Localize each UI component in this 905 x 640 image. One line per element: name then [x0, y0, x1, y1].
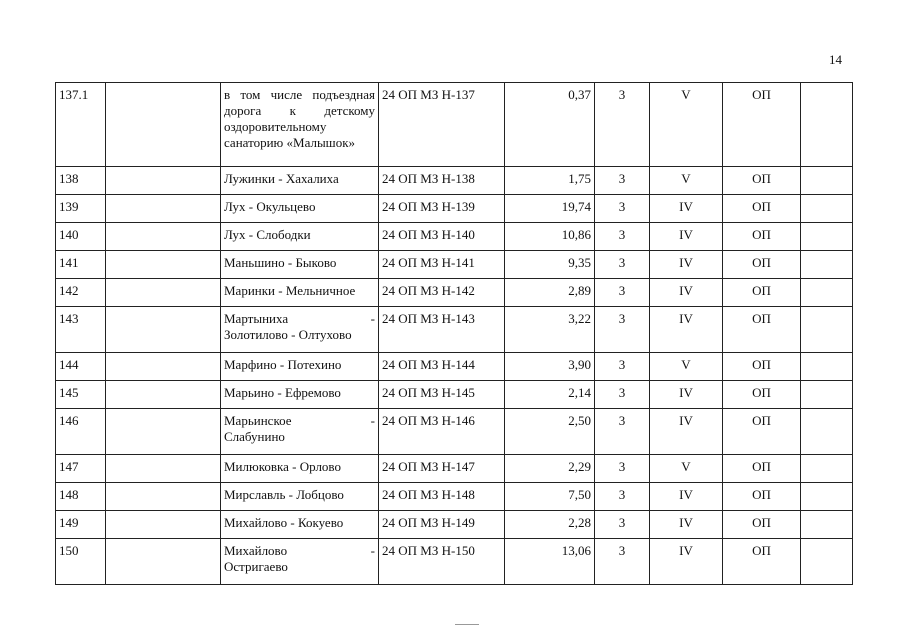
empty-cell	[801, 381, 853, 409]
road-name-line: оздоровительному	[224, 119, 327, 134]
road-code: 24 ОП МЗ Н-150	[379, 539, 505, 585]
road-class: V	[650, 455, 723, 483]
road-length: 13,06	[505, 539, 595, 585]
empty-cell	[106, 279, 221, 307]
table-row	[56, 539, 853, 585]
table-row	[56, 251, 853, 279]
road-importance: ОП	[723, 167, 801, 195]
road-code: 24 ОП МЗ Н-138	[379, 167, 505, 195]
empty-cell	[106, 381, 221, 409]
road-name	[221, 167, 379, 195]
road-class: IV	[650, 195, 723, 223]
road-importance: ОП	[723, 353, 801, 381]
road-importance: ОП	[723, 251, 801, 279]
road-length: 1,75	[505, 167, 595, 195]
row-number: 137.1	[56, 83, 106, 167]
road-name-line: Михайлово - Кокуево	[224, 515, 344, 530]
empty-cell	[801, 353, 853, 381]
road-length: 7,50	[505, 483, 595, 511]
empty-cell	[801, 483, 853, 511]
row-number: 147	[56, 455, 106, 483]
table-row	[56, 167, 853, 195]
row-number: 144	[56, 353, 106, 381]
road-length: 2,50	[505, 409, 595, 455]
row-number: 142	[56, 279, 106, 307]
empty-cell	[801, 455, 853, 483]
table-row	[56, 483, 853, 511]
road-importance: ОП	[723, 307, 801, 353]
road-name	[221, 307, 379, 353]
road-importance: ОП	[723, 455, 801, 483]
road-class: IV	[650, 483, 723, 511]
road-importance: ОП	[723, 539, 801, 585]
road-length: 0,37	[505, 83, 595, 167]
road-code: 24 ОП МЗ Н-140	[379, 223, 505, 251]
empty-cell	[106, 353, 221, 381]
empty-cell	[801, 223, 853, 251]
row-number: 146	[56, 409, 106, 455]
road-category: 3	[595, 455, 650, 483]
table-row	[56, 223, 853, 251]
road-name-line: Лужинки - Хахалиха	[224, 171, 339, 186]
road-category: 3	[595, 279, 650, 307]
road-importance: ОП	[723, 195, 801, 223]
road-code: 24 ОП МЗ Н-142	[379, 279, 505, 307]
road-name-line: Марьинское -	[224, 413, 375, 428]
road-category: 3	[595, 409, 650, 455]
empty-cell	[106, 511, 221, 539]
empty-cell	[106, 195, 221, 223]
empty-cell	[801, 409, 853, 455]
road-code: 24 ОП МЗ Н-144	[379, 353, 505, 381]
row-number: 150	[56, 539, 106, 585]
road-code: 24 ОП МЗ Н-145	[379, 381, 505, 409]
row-number: 148	[56, 483, 106, 511]
road-class: IV	[650, 511, 723, 539]
empty-cell	[106, 455, 221, 483]
road-class: IV	[650, 251, 723, 279]
road-category: 3	[595, 353, 650, 381]
road-name	[221, 353, 379, 381]
road-name-line: дорога к детскому	[224, 103, 375, 118]
row-number: 145	[56, 381, 106, 409]
table-row	[56, 279, 853, 307]
page-number: 14	[829, 52, 842, 67]
table-row	[56, 455, 853, 483]
road-code: 24 ОП МЗ Н-147	[379, 455, 505, 483]
empty-cell	[106, 251, 221, 279]
road-name-line: в том числе подъездная	[224, 87, 375, 102]
empty-cell	[106, 83, 221, 167]
road-class: V	[650, 83, 723, 167]
road-name-line: Маньшино - Быково	[224, 255, 337, 270]
road-class: IV	[650, 539, 723, 585]
road-name-line: Остригаево	[224, 559, 288, 574]
road-code: 24 ОП МЗ Н-143	[379, 307, 505, 353]
road-name-line: санаторию «Малышок»	[224, 135, 356, 150]
road-importance: ОП	[723, 83, 801, 167]
road-name-line: Марфино - Потехино	[224, 357, 342, 372]
table-row	[56, 353, 853, 381]
road-name-line: Золотилово - Олтухово	[224, 327, 352, 342]
road-category: 3	[595, 483, 650, 511]
footer-mark	[455, 624, 479, 627]
road-category: 3	[595, 381, 650, 409]
road-name	[221, 381, 379, 409]
road-name	[221, 511, 379, 539]
road-name	[221, 539, 379, 585]
road-code: 24 ОП МЗ Н-139	[379, 195, 505, 223]
empty-cell	[106, 539, 221, 585]
road-name-line: Лух - Слободки	[224, 227, 311, 242]
road-length: 3,90	[505, 353, 595, 381]
road-length: 2,29	[505, 455, 595, 483]
row-number: 143	[56, 307, 106, 353]
road-category: 3	[595, 195, 650, 223]
road-importance: ОП	[723, 381, 801, 409]
road-length: 10,86	[505, 223, 595, 251]
empty-cell	[801, 251, 853, 279]
road-category: 3	[595, 251, 650, 279]
road-name-line: Михайлово -	[224, 543, 375, 558]
empty-cell	[106, 483, 221, 511]
road-name	[221, 83, 379, 167]
table-row	[56, 409, 853, 455]
road-length: 2,28	[505, 511, 595, 539]
road-code: 24 ОП МЗ Н-141	[379, 251, 505, 279]
road-length: 2,89	[505, 279, 595, 307]
empty-cell	[106, 223, 221, 251]
empty-cell	[801, 307, 853, 353]
empty-cell	[801, 511, 853, 539]
road-name-line: Мирславль - Лобцово	[224, 487, 344, 502]
road-name	[221, 483, 379, 511]
row-number: 139	[56, 195, 106, 223]
road-importance: ОП	[723, 511, 801, 539]
road-code: 24 ОП МЗ Н-137	[379, 83, 505, 167]
road-category: 3	[595, 223, 650, 251]
road-name	[221, 455, 379, 483]
row-number: 141	[56, 251, 106, 279]
table-body	[56, 83, 853, 585]
road-importance: ОП	[723, 279, 801, 307]
roads-table	[55, 82, 853, 585]
table-row	[56, 307, 853, 353]
road-category: 3	[595, 83, 650, 167]
table-row	[56, 511, 853, 539]
road-category: 3	[595, 167, 650, 195]
road-class: V	[650, 167, 723, 195]
road-importance: ОП	[723, 223, 801, 251]
road-name	[221, 251, 379, 279]
empty-cell	[801, 167, 853, 195]
road-class: IV	[650, 409, 723, 455]
road-name-line: Слабунино	[224, 429, 285, 444]
table-row	[56, 381, 853, 409]
table-row	[56, 195, 853, 223]
table-row	[56, 83, 853, 167]
road-code: 24 ОП МЗ Н-149	[379, 511, 505, 539]
road-name	[221, 279, 379, 307]
road-length: 3,22	[505, 307, 595, 353]
road-length: 2,14	[505, 381, 595, 409]
road-name-line: Мартыниха -	[224, 311, 375, 326]
empty-cell	[801, 279, 853, 307]
road-code: 24 ОП МЗ Н-148	[379, 483, 505, 511]
empty-cell	[801, 83, 853, 167]
road-class: IV	[650, 223, 723, 251]
road-name-line: Лух - Окульцево	[224, 199, 316, 214]
empty-cell	[801, 539, 853, 585]
road-class: V	[650, 353, 723, 381]
row-number: 140	[56, 223, 106, 251]
road-category: 3	[595, 539, 650, 585]
road-name-line: Милюковка - Орлово	[224, 459, 341, 474]
road-name	[221, 409, 379, 455]
road-importance: ОП	[723, 409, 801, 455]
road-name	[221, 195, 379, 223]
road-name-line: Марьино - Ефремово	[224, 385, 341, 400]
road-name-line: Маринки - Мельничное	[224, 283, 356, 298]
road-length: 9,35	[505, 251, 595, 279]
road-name	[221, 223, 379, 251]
road-length: 19,74	[505, 195, 595, 223]
road-category: 3	[595, 511, 650, 539]
road-class: IV	[650, 279, 723, 307]
row-number: 149	[56, 511, 106, 539]
row-number: 138	[56, 167, 106, 195]
empty-cell	[801, 195, 853, 223]
road-class: IV	[650, 307, 723, 353]
road-class: IV	[650, 381, 723, 409]
empty-cell	[106, 307, 221, 353]
road-importance: ОП	[723, 483, 801, 511]
road-category: 3	[595, 307, 650, 353]
road-code: 24 ОП МЗ Н-146	[379, 409, 505, 455]
empty-cell	[106, 167, 221, 195]
empty-cell	[106, 409, 221, 455]
